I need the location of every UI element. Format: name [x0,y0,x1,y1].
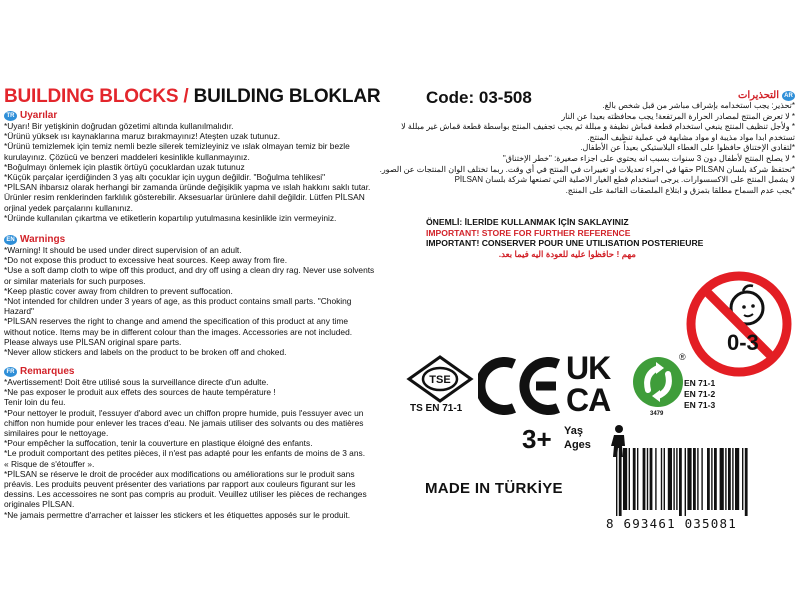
en-standard-item: EN 71-1 [684,378,716,388]
en-warnings-section [4,234,374,357]
tr-line: *Üründe kullanılan çıkartma ve etiketlerin kopartılıp yutulmasına kesinlikle izin vermeyiniz. [4,212,337,223]
fr-line: *Le produit comportant des petites pièces, il n'est pas adapté pour les enfants de moins de 3 ans. [4,448,366,459]
ce-mark-icon [478,356,564,416]
en-language-badge: EN [4,235,17,245]
ts-en-standard: TS EN 71-1 [410,403,463,414]
en-heading-text: Warnings [20,234,66,245]
en-standards-list [684,378,715,411]
ukca-bottom: CA [566,382,611,418]
tse-logo [405,354,475,404]
ce-mark [478,356,564,416]
fr-line: Tenir loin du feu. [4,397,66,408]
ar-line: لا يشمل المنتج على الاكسسوارات. يرجى استخدام قطع الغيار الاصلية التي تصنعها شركة بلسان PİLSAN [454,175,795,185]
barcode-bar [623,448,627,510]
tr-line: *Uyarı! Bir yetişkinin doğrudan gözetimi altında kullanılmalıdır. [4,121,234,131]
tr-line: *PİLSAN ihbarsız olarak herhangi bir zamanda üründe değişiklik yapma ve ıslah hakkını saklı tutar. [4,182,371,193]
en-line: *Keep plastic cover away from children to prevent suffocation. [4,285,233,296]
barcode-bar [728,448,731,510]
fr-language-badge: FR [4,367,17,377]
age-warning-sign [683,268,795,380]
ar-line: تستخدم ابدا مواد مذيبة او مواد مشابهة في عملية تنظيف المنتج. [587,132,795,142]
barcode-bar [735,448,739,510]
fr-line: *Avertissement! Doit être utilisé sous la surveillance directe d'un adulte. [4,377,269,387]
product-title-tr: BUILDING BLOKLAR [193,86,381,107]
en-standard-item: EN 71-3 [684,400,716,410]
fr-warnings-heading [4,366,367,377]
tr-line: *Ürünü temizlemek için temiz nemli bezle silerek temizleyiniz ve ıslak olmayan temiz bir bezle [4,141,350,152]
barcode-bar [668,448,672,510]
notice-en: IMPORTANT! STORE FOR FURTHER REFERENCE [426,227,631,238]
en-line: *Do not expose this product to excessive heat sources. Keep away from fire. [4,255,288,266]
barcode-bars-icon [612,448,792,516]
ar-line: *تحتفظ شركة بلسان PİLSAN حقها في اجراء تعديلات او تغييرات في المنتج في أي وقت. ربما تختلف الوان المنتجات عن الصور. [379,164,795,174]
barcode-bar [633,448,636,510]
barcode-bar [725,448,726,510]
no-under-3-icon [683,268,795,380]
ar-line: *تحذير: يجب استخدامه بإشراف مباشر من قبل شخص بالغ. [602,101,795,110]
barcode-bar [655,448,656,510]
barcode-bar [637,448,638,510]
ar-line: * لا يصلح المنتج لأطفال دون 3 سنوات بسبب انه يحتوي على اجزاء صغيرة: "خطر الإختناق" [502,153,795,163]
green-dot-code: 3479 [650,411,664,417]
barcode-right-group: 035081 [684,516,737,531]
fr-line: *PİLSAN se réserve le droit de procéder aux modifications ou améliorations sur le produit sans [4,468,355,479]
ar-language-badge: AR [782,91,795,101]
barcode-bar [732,448,733,510]
fr-line: *Pour empêcher la suffocation, tenir la couverture en plastique éloigné des enfants. [4,438,313,449]
barcode-bar [661,448,662,510]
tr-line: orjinal yedek parçalarını kullanınız. [4,202,133,213]
en-line: Hazard" [4,306,34,317]
tr-language-badge: TR [4,111,17,121]
barcode-bar [673,448,674,510]
tr-warning-lines [4,121,370,223]
ar-line: * لا تعرض المنتج لمصادر الحرارة المرتفعة! يجب محافظته بعيدا عن النار [561,111,795,121]
ar-line: * ولأجل تنظيف المنتج ينبغي استخدام قطعة قماش نظيفة و مبللة ثم يجب تجفيف المنتج بواسطة قطعة قماش غير مبللة لا [401,122,795,132]
en-line: *Never allow stickers and labels on the product to be broken off and choked. [4,347,287,358]
ar-warnings-heading [520,90,795,101]
barcode-bar [693,448,696,510]
fr-line: préavis. Les produits peuvent présenter des variations par rapport aux couleurs figurant sur les [4,479,356,490]
en-warning-lines [4,245,374,357]
barcode-bar [720,448,724,510]
notice-fr: IMPORTANT! CONSERVER POUR UNE UTILISATION POSTERIEURE [426,238,704,249]
ar-line: *لتفادي الإختناق حافظوا على الغطاء البلاستيكي بعيداً عن الأطفال. [580,143,795,153]
green-dot-logo [630,354,686,410]
barcode-bar [664,448,665,510]
barcode-bar [629,448,630,510]
barcode-first-digit: 8 [606,516,615,531]
en-line: without notice. Items may be in different colour than the images. Accessories are not included. [4,326,353,337]
en-line: *Use a soft damp cloth to wipe off this product, and dry off using a clean dry rag. Never use solvents [4,265,375,276]
tr-line: kurulayınız. Çözücü ve benzeri maddeleri kesinlikle kullanmayınız. [4,151,250,162]
fr-warning-lines [4,377,367,520]
barcode-bar [679,448,682,516]
fr-warnings-section [4,366,367,520]
tse-text: TSE [429,374,451,386]
barcode-bar [616,448,617,516]
en-warnings-heading [4,234,374,245]
age-range-text: 0-3 [727,330,759,355]
notice-ar: مهم ! حافظوا عليه للعودة اليه فيما بعد. [498,248,636,259]
ukca-mark [566,352,628,420]
fr-line: « Risque de s'étouffer ». [4,458,95,469]
barcode-bar [676,448,677,510]
en-standard-item: EN 71-2 [684,389,716,399]
important-notice [426,217,703,259]
barcode-bar [701,448,702,510]
age-yas-text: Yaş [564,425,583,437]
ar-warning-lines [379,101,795,196]
tr-line: *Boğulmayı önlemek için plastik örtüyü çocuklardan uzak tutunuz [4,161,245,172]
barcode-bar [697,448,698,510]
tr-warnings-heading [4,110,370,121]
ar-line: *يجب عدم السماح مطلقا بتمزق و ابتلاع الملصقات القائمة على المنتج. [565,185,795,195]
fr-heading-text: Remarques [20,366,75,377]
en-line: *Warning! It should be used under direct supervision of an adult. [4,245,242,255]
en-line: or similar materials for such purposes. [4,275,146,286]
barcode-bar [745,448,748,516]
made-in-label: MADE IN TÜRKİYE [425,480,563,497]
product-code: Code: 03-508 [426,88,532,107]
barcode-bar [619,448,622,516]
age-big-text: 3+ [522,424,552,454]
en-line: *PİLSAN reserves the right to change and amend the specification of this product at any time [4,316,349,327]
fr-line: chiffon non humide pour enlever les traces d'eau. Ne jamais utiliser des solvants ou des matières [4,417,364,428]
age-ages-text: Ages [564,439,591,451]
tr-heading-text: Uyarılar [20,110,58,121]
tr-line: Ürünler resim renklerinden farklılık gösterebilir. Aksesuarlar ürünlere dahil değildir. Lütfen PİLSAN [4,192,365,203]
barcode-bar [742,448,743,510]
en-line: Please always use PİLSAN original spare parts. [4,336,182,347]
barcode-bar [643,448,646,510]
fr-line: similaires pour le nettoyage. [4,428,109,439]
fr-line: dessins. Les accessoires ne sont pas compris au produit. Veuillez utiliser les pièces de rechanges [4,489,367,500]
fr-line: *Ne pas exposer le produit aux effets des sources de haute température ! [4,387,276,398]
barcode-left-group: 693461 [623,516,676,531]
tr-line: *Ürünü yüksek ısı kaynaklarına maruz bırakmayınız! Ateşten uzak tutunuz. [4,131,281,142]
ukca-top: UK [566,350,611,386]
barcode [612,448,792,516]
product-title [4,86,380,108]
barcode-bar [714,448,717,510]
barcode-bar [707,448,710,510]
barcode-digits [606,516,737,531]
tr-line: *Küçük parçalar içerdiğinden 3 yaş altı çocuklar için uygun değildir. "Boğulma tehlikesi" [4,172,326,183]
product-title-en: BUILDING BLOCKS / [4,86,189,107]
en-line: *Not intended for children under 3 years of age, as this product contains small parts. "Choking [4,296,352,307]
ar-heading-text: التحذيرات [737,90,779,101]
barcode-bar [685,448,686,516]
barcode-bar [647,448,648,510]
tr-warnings-section [4,110,370,223]
fr-line: originales PİLSAN. [4,499,75,510]
registered-mark: ® [679,352,686,362]
tse-mark-icon [405,354,475,404]
barcode-bar [650,448,653,510]
fr-line: *Ne jamais permettre d'arracher et laisser les stickers et les étiquettes apposés sur le produit. [4,509,351,520]
notice-tr: ÖNEMLİ: İLERİDE KULLANMAK İÇİN SAKLAYINIZ [426,217,629,227]
barcode-bar [687,448,691,510]
green-dot-icon [630,354,686,410]
fr-line: *Pour nettoyer le produit, l'essuyer d'abord avec un chiffon propre humide, puis l'essuyer avec un [4,407,364,418]
barcode-bar [711,448,712,510]
